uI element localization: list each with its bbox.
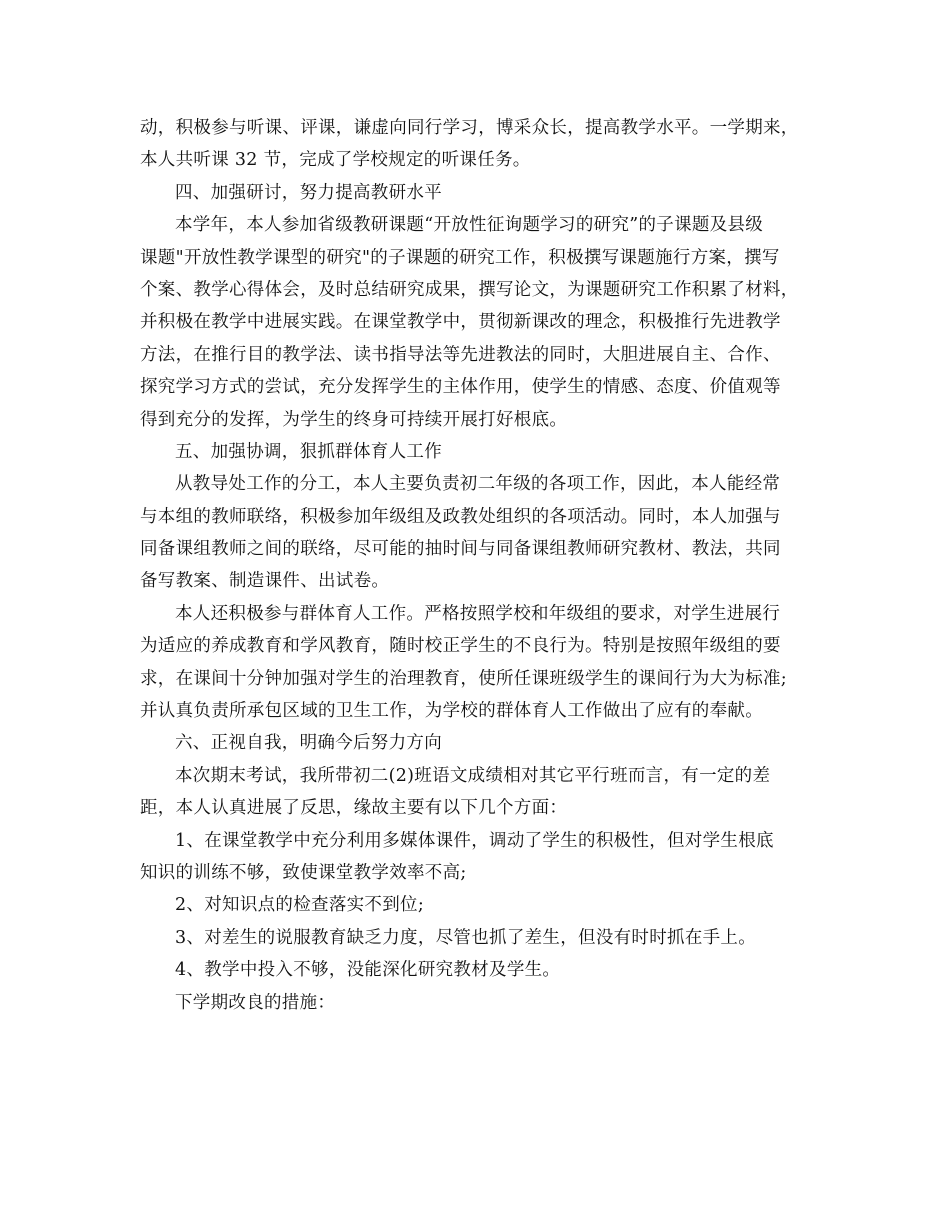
text-line: 本人还积极参与群体育人工作。严格按照学校和年级组的要求，对学生进展行	[175, 603, 781, 624]
text-line: 方法，在推行目的教学法、读书指导法等先进教法的同时，大胆进展自主、合作、	[140, 344, 781, 365]
text-line: 本人共听课 32 节，完成了学校规定的听课任务。	[140, 150, 531, 171]
text-line: 本学年，本人参加省级教研课题“开放性征询题学习的研究”的子课题及县级	[175, 215, 764, 236]
text-line: 五、加强协调，狠抓群体育人工作	[175, 441, 442, 462]
text-line: 距，本人认真进展了反思，缘故主要有以下几个方面：	[140, 798, 568, 819]
text-line: 下学期改良的措施：	[175, 992, 336, 1013]
text-line: 为适应的养成教育和学风教育，随时校正学生的不良行为。特别是按照年级组的要	[140, 636, 781, 657]
text-line: 3、对差生的说服教育缺乏力度，尽管也抓了差生，但没有时时抓在手上。	[175, 927, 757, 948]
text-line: 动，积极参与听课、评课，谦虚向同行学习，博采众长，提高教学水平。一学期来，	[140, 118, 799, 138]
text-line: 六、正视自我，明确今后努力方向	[175, 733, 442, 754]
text-line: 从教导处工作的分工，本人主要负责初二年级的各项工作，因此，本人能经常	[175, 474, 781, 495]
text-line: 知识的训练不够，致使课堂教学效率不高;	[140, 862, 467, 883]
text-line: 探究学习方式的尝试，充分发挥学生的主体作用，使学生的情感、态度、价值观等	[140, 377, 781, 398]
text-line: 课题"开放性教学课型的研究"的子课题的研究工作，积极撰写课题施行方案，撰写	[140, 247, 780, 268]
text-line: 与本组的教师联络，积极参加年级组及政教处组织的各项活动。同时，本人加强与	[140, 506, 781, 527]
text-line: 2、对知识点的检查落实不到位;	[175, 895, 425, 916]
text-line: 得到充分的发挥，为学生的终身可持续开展打好根底。	[140, 409, 568, 430]
text-line: 1、在课堂教学中充分利用多媒体课件，调动了学生的积极性，但对学生根底	[175, 830, 774, 851]
text-line: 四、加强研讨，努力提高教研水平	[175, 182, 442, 203]
text-line: 个案、教学心得体会，及时总结研究成果，撰写论文，为课题研究工作积累了材料，	[140, 279, 799, 300]
text-line: 并积极在教学中进展实践。在课堂教学中，贯彻新课改的理念，积极推行先进教学	[140, 312, 781, 333]
text-line: 备写教案、制造课件、出试卷。	[140, 571, 390, 592]
text-line: 同备课组教师之间的联络，尽可能的抽时间与同备课组教师研究教材、教法，共同	[140, 539, 781, 560]
text-line: 本次期末考试，我所带初二(2)班语文成绩相对其它平行班而言，有一定的差	[175, 765, 771, 786]
document-body	[140, 112, 830, 1019]
text-line: 并认真负责所承包区域的卫生工作，为学校的群体育人工作做出了应有的奉献。	[140, 701, 763, 722]
text-line: 求，在课间十分钟加强对学生的治理教育，使所任课班级学生的课间行为大为标准;	[140, 668, 787, 689]
text-line: 4、教学中投入不够，没能深化研究教材及学生。	[175, 960, 561, 981]
